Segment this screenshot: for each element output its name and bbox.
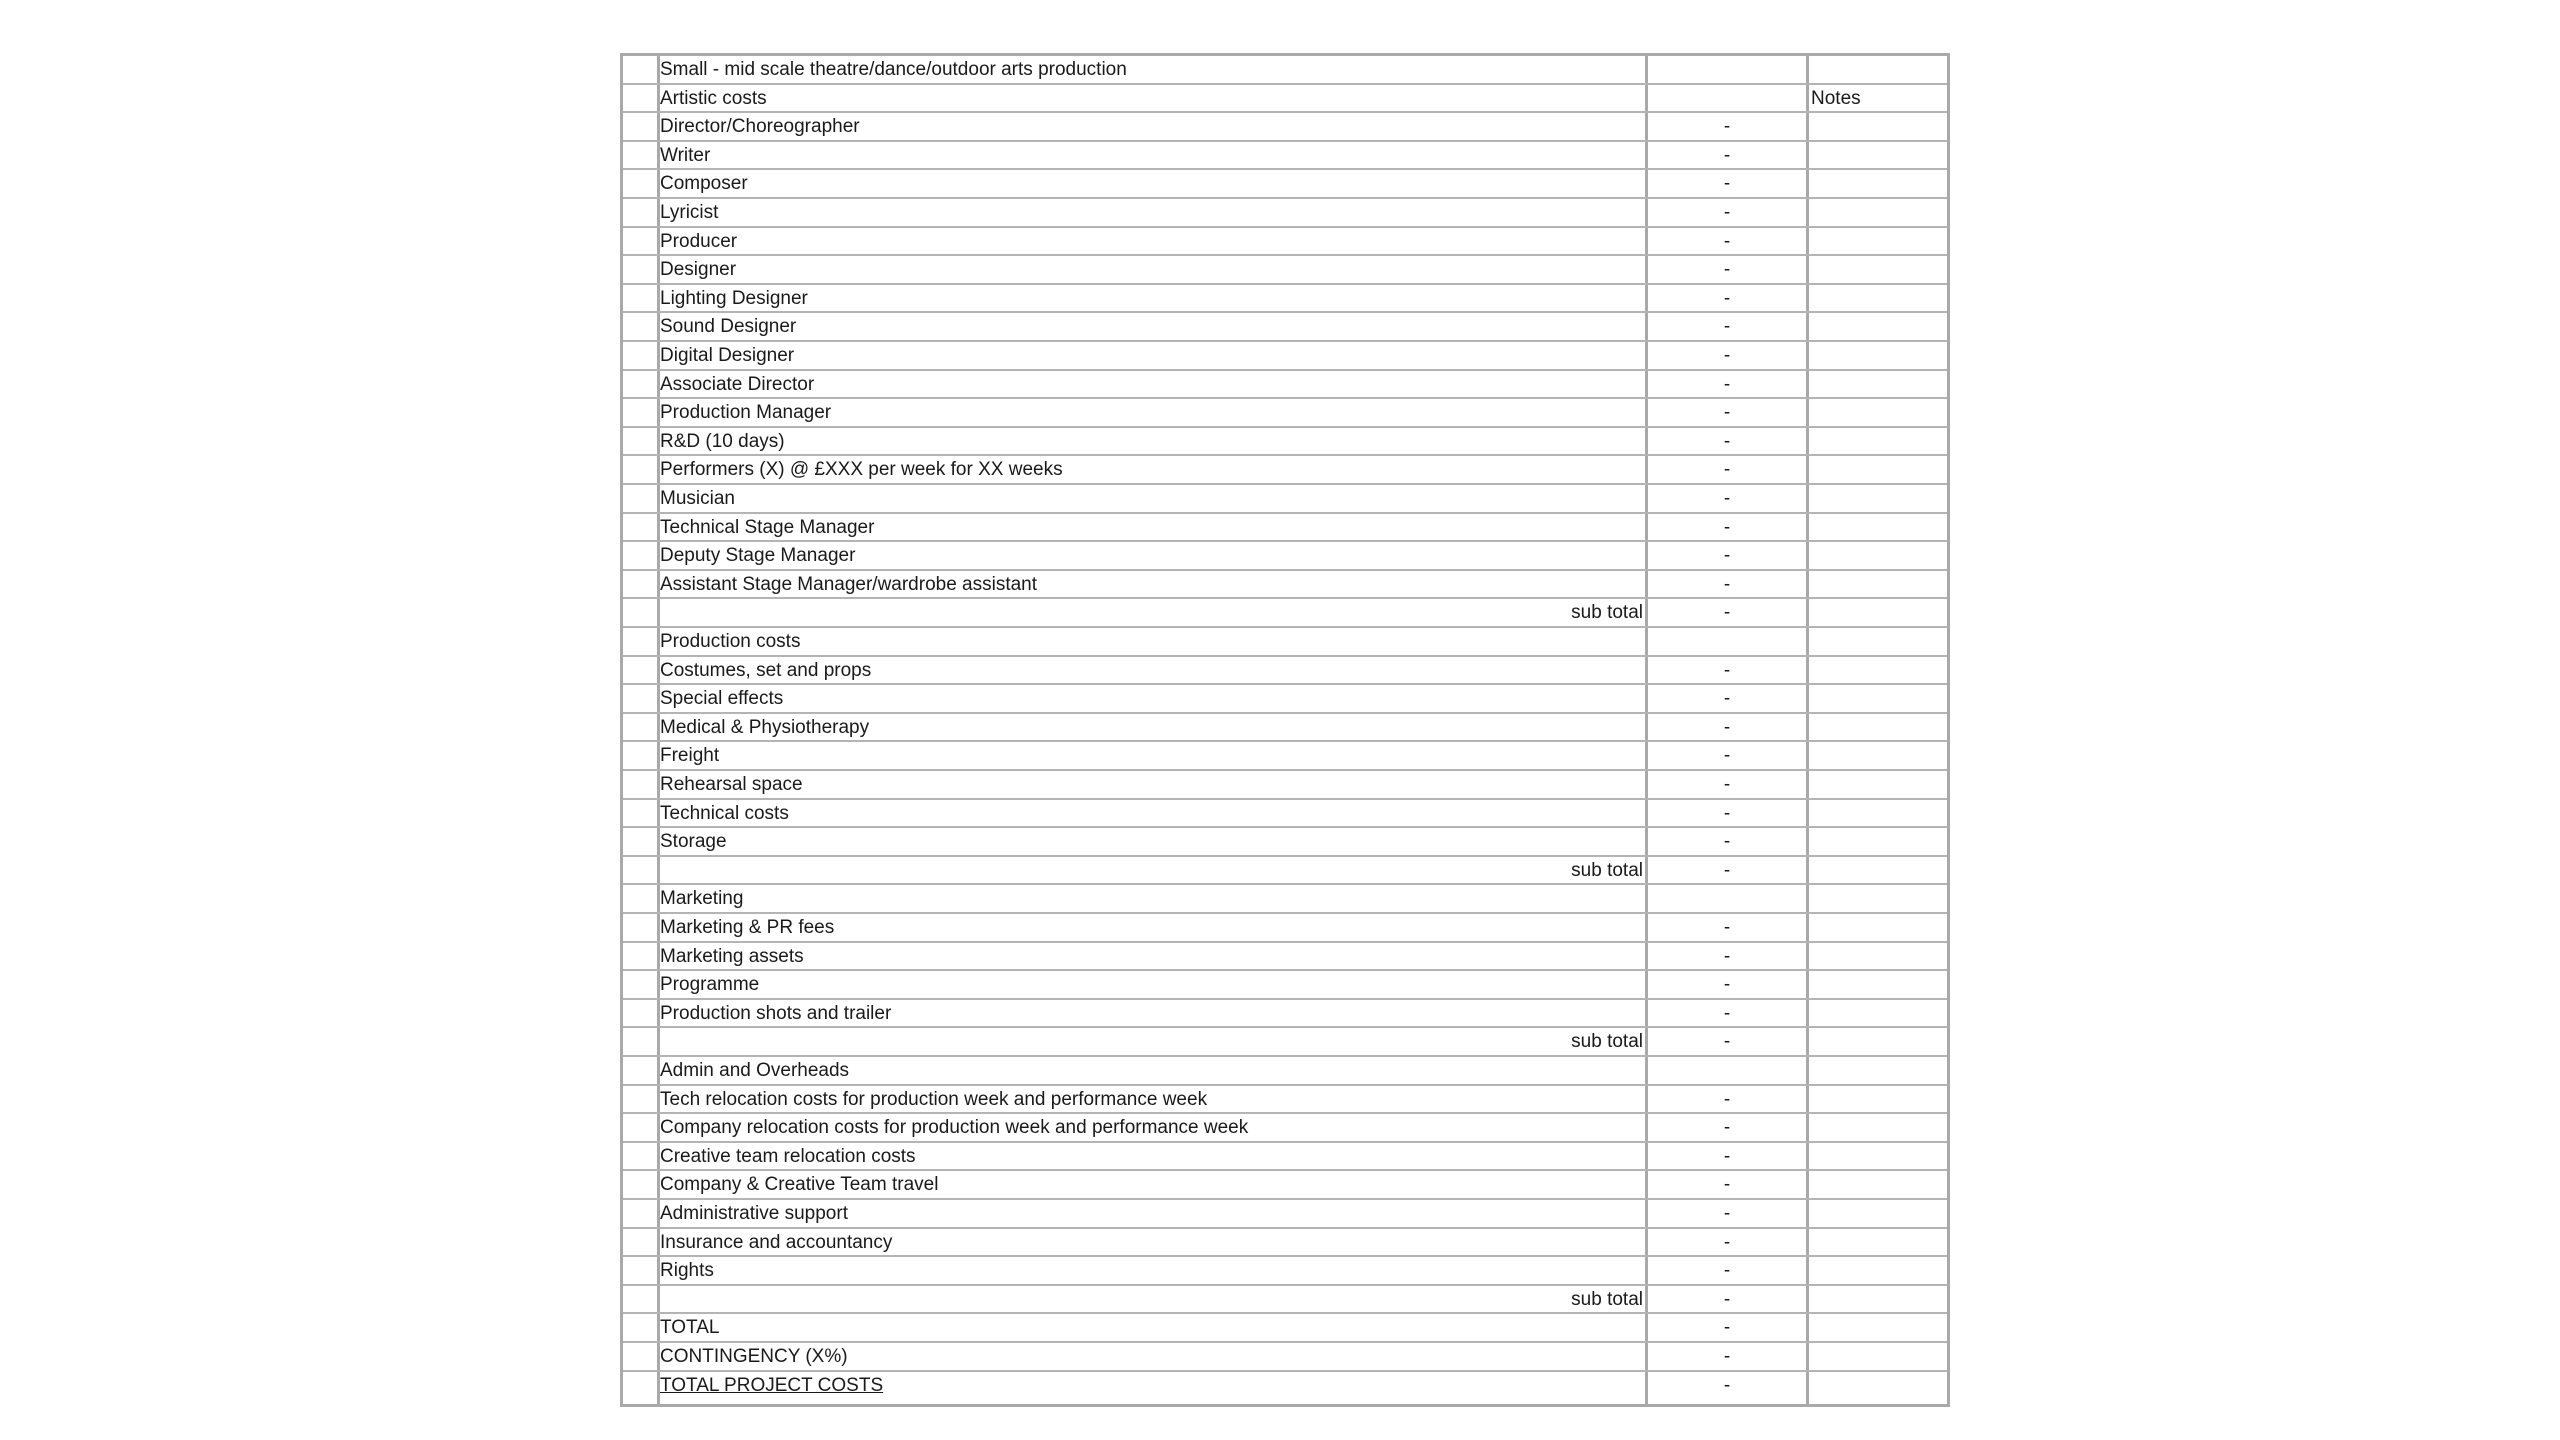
- table-row[interactable]: [623, 1343, 1947, 1372]
- row-notes-cell[interactable]: [1809, 828, 1947, 855]
- row-label-cell[interactable]: [660, 85, 1645, 112]
- table-row[interactable]: [623, 1028, 1947, 1057]
- row-notes-cell[interactable]: [1809, 142, 1947, 169]
- row-label: Insurance and accountancy: [660, 1231, 893, 1253]
- row-label-cell[interactable]: [660, 399, 1645, 426]
- row-value-cell[interactable]: -: [1723, 402, 1731, 424]
- row-notes-cell[interactable]: [1809, 456, 1947, 483]
- row-value-cell[interactable]: -: [1723, 345, 1731, 366]
- table-row[interactable]: [623, 857, 1947, 886]
- row-label-cell[interactable]: [660, 1114, 1645, 1141]
- row-notes-cell[interactable]: [1809, 714, 1947, 741]
- row-value-cell[interactable]: -: [1723, 1117, 1731, 1139]
- row-label: R&D (10 days): [660, 430, 785, 452]
- row-label: CONTINGENCY (X%): [660, 1346, 848, 1367]
- row-value-cell[interactable]: -: [1723, 573, 1731, 595]
- row-label: Designer: [660, 259, 737, 281]
- row-value-cell[interactable]: -: [1723, 488, 1731, 509]
- row-notes-cell[interactable]: [1809, 1200, 1947, 1227]
- table-row[interactable]: [623, 914, 1947, 943]
- row-label: Freight: [660, 745, 720, 767]
- row-notes-cell[interactable]: [1809, 1372, 1947, 1401]
- row-label-cell[interactable]: [660, 1343, 1645, 1370]
- row-value-cell[interactable]: [1648, 56, 1806, 83]
- row-notes-cell[interactable]: [1809, 1086, 1947, 1113]
- row-value-cell[interactable]: -: [1723, 859, 1731, 881]
- row-value-cell[interactable]: -: [1723, 1260, 1731, 1282]
- row-label-cell[interactable]: [660, 170, 1645, 197]
- row-label: Digital Designer: [660, 345, 795, 366]
- row-label: sub total: [1571, 602, 1643, 624]
- row-label-cell[interactable]: [660, 1171, 1645, 1198]
- row-label-cell[interactable]: [660, 571, 1645, 598]
- row-notes-cell[interactable]: [1809, 113, 1947, 140]
- row-value-cell[interactable]: -: [1723, 774, 1731, 795]
- table-row[interactable]: [623, 170, 1947, 199]
- row-label: Marketing assets: [660, 945, 804, 967]
- row-label-cell[interactable]: [660, 514, 1645, 541]
- table-row[interactable]: [623, 313, 1947, 342]
- table-row[interactable]: [623, 342, 1947, 371]
- row-label-cell[interactable]: [660, 1372, 1645, 1401]
- row-label: Technical Stage Manager: [660, 516, 875, 538]
- table-row[interactable]: [623, 1314, 1947, 1343]
- row-label: sub total: [1571, 1031, 1643, 1053]
- row-value-cell[interactable]: -: [1723, 688, 1731, 710]
- row-label-cell[interactable]: [660, 657, 1645, 684]
- row-value-cell[interactable]: [1648, 85, 1806, 112]
- row-label-cell[interactable]: [660, 714, 1645, 741]
- row-notes-cell[interactable]: [1809, 1229, 1947, 1256]
- row-label: Company relocation costs for production week and performance week: [660, 1117, 1249, 1139]
- row-value-cell[interactable]: -: [1723, 716, 1731, 738]
- row-notes-cell[interactable]: [1809, 1114, 1947, 1141]
- row-notes-cell[interactable]: [1809, 742, 1947, 769]
- row-label-cell[interactable]: [660, 371, 1645, 398]
- row-value-cell[interactable]: [1648, 1057, 1806, 1084]
- table-row[interactable]: [623, 142, 1947, 171]
- table-row[interactable]: [623, 628, 1947, 657]
- row-notes-cell[interactable]: [1809, 342, 1947, 369]
- row-value-cell[interactable]: -: [1723, 316, 1731, 338]
- table-row[interactable]: [623, 1372, 1947, 1401]
- row-label-cell[interactable]: [660, 1200, 1645, 1227]
- table-row[interactable]: [623, 742, 1947, 771]
- row-label-cell[interactable]: [660, 742, 1645, 769]
- row-notes-cell[interactable]: [1809, 628, 1947, 655]
- row-notes-cell[interactable]: [1809, 1343, 1947, 1370]
- row-notes-cell[interactable]: [1809, 371, 1947, 398]
- row-label: Programme: [660, 974, 760, 996]
- row-value-cell[interactable]: -: [1723, 202, 1731, 223]
- row-label-cell[interactable]: [660, 628, 1645, 655]
- row-notes-cell[interactable]: [1809, 1286, 1947, 1313]
- row-label-cell[interactable]: [660, 542, 1645, 569]
- row-value-cell[interactable]: -: [1723, 144, 1731, 166]
- row-value-cell[interactable]: -: [1723, 802, 1731, 824]
- row-notes-cell[interactable]: [1809, 56, 1947, 83]
- row-value-cell[interactable]: -: [1723, 173, 1731, 195]
- table-row[interactable]: [623, 56, 1947, 85]
- row-label: Production shots and trailer: [660, 1002, 892, 1024]
- row-label-cell[interactable]: [660, 1143, 1645, 1170]
- row-label-cell[interactable]: [660, 1286, 1645, 1313]
- table-row[interactable]: [623, 285, 1947, 314]
- row-notes-cell[interactable]: [1809, 771, 1947, 798]
- row-value-cell[interactable]: -: [1723, 745, 1731, 767]
- row-value-cell[interactable]: -: [1723, 287, 1731, 309]
- row-label-cell[interactable]: [660, 285, 1645, 312]
- row-label: Sound Designer: [660, 316, 797, 338]
- row-label-cell[interactable]: [660, 685, 1645, 712]
- table-row[interactable]: [623, 199, 1947, 228]
- row-label-cell[interactable]: [660, 428, 1645, 455]
- table-row[interactable]: [623, 685, 1947, 714]
- row-label-cell[interactable]: [660, 456, 1645, 483]
- table-row[interactable]: [623, 428, 1947, 457]
- table-row[interactable]: [623, 800, 1947, 829]
- row-value-cell[interactable]: -: [1723, 430, 1731, 452]
- row-value-cell[interactable]: -: [1723, 659, 1731, 681]
- row-label-cell[interactable]: [660, 1028, 1645, 1055]
- row-label: Director/Choreographer: [660, 116, 860, 138]
- row-label-cell[interactable]: [660, 1086, 1645, 1113]
- row-value-cell[interactable]: -: [1723, 1374, 1731, 1396]
- row-notes-cell[interactable]: [1809, 857, 1947, 884]
- row-label: Rights: [660, 1260, 714, 1282]
- row-value-cell[interactable]: -: [1723, 230, 1731, 252]
- table-row[interactable]: [623, 971, 1947, 1000]
- row-label-cell[interactable]: [660, 1257, 1645, 1284]
- table-row[interactable]: [623, 1057, 1947, 1086]
- row-label-cell[interactable]: [660, 1229, 1645, 1256]
- table-row[interactable]: [623, 657, 1947, 686]
- row-label: Storage: [660, 831, 727, 853]
- table-row[interactable]: [623, 1114, 1947, 1143]
- table-row[interactable]: [623, 599, 1947, 628]
- row-notes-cell[interactable]: [1809, 1028, 1947, 1055]
- row-value-cell[interactable]: [1648, 628, 1806, 655]
- row-notes-cell[interactable]: [1809, 170, 1947, 197]
- row-value-cell[interactable]: -: [1723, 1002, 1731, 1024]
- row-notes-cell[interactable]: [1809, 971, 1947, 998]
- row-label: Assistant Stage Manager/wardrobe assistant: [660, 573, 1038, 595]
- row-label: Musician: [660, 488, 735, 509]
- row-label: Marketing: [660, 888, 744, 910]
- row-notes-cell[interactable]: [1809, 514, 1947, 541]
- row-value-cell[interactable]: -: [1723, 259, 1731, 281]
- row-label: Rehearsal space: [660, 774, 803, 795]
- row-value-cell[interactable]: -: [1723, 1346, 1731, 1367]
- table-row[interactable]: [623, 542, 1947, 571]
- row-notes-cell[interactable]: [1809, 685, 1947, 712]
- row-label-cell[interactable]: [660, 228, 1645, 255]
- row-value-cell[interactable]: -: [1723, 1174, 1731, 1196]
- row-label-cell[interactable]: [660, 914, 1645, 941]
- row-value-cell[interactable]: -: [1723, 945, 1731, 967]
- row-label: sub total: [1571, 859, 1643, 881]
- row-notes-cell[interactable]: [1809, 1171, 1947, 1198]
- row-notes-cell[interactable]: [1809, 285, 1947, 312]
- row-label-cell[interactable]: [660, 971, 1645, 998]
- row-notes-cell[interactable]: [1809, 943, 1947, 970]
- row-notes-cell[interactable]: [1809, 313, 1947, 340]
- row-value-cell[interactable]: -: [1723, 545, 1731, 567]
- row-label-cell[interactable]: [660, 599, 1645, 626]
- row-notes-cell[interactable]: [1809, 914, 1947, 941]
- row-value-cell[interactable]: -: [1723, 1088, 1731, 1110]
- row-value-cell[interactable]: -: [1723, 1231, 1731, 1253]
- row-label-cell[interactable]: [660, 142, 1645, 169]
- row-value-cell[interactable]: -: [1723, 602, 1731, 624]
- row-notes-cell[interactable]: [1809, 485, 1947, 512]
- row-value-cell[interactable]: -: [1723, 1145, 1731, 1167]
- row-label: Lyricist: [660, 202, 719, 223]
- row-label-cell[interactable]: [660, 885, 1645, 912]
- table-row[interactable]: [623, 828, 1947, 857]
- row-label-cell[interactable]: [660, 199, 1645, 226]
- row-label-cell[interactable]: [660, 256, 1645, 283]
- table-row[interactable]: [623, 256, 1947, 285]
- row-notes-cell[interactable]: [1809, 228, 1947, 255]
- table-row[interactable]: [623, 85, 1947, 114]
- table-row[interactable]: [623, 113, 1947, 142]
- row-value-cell[interactable]: -: [1723, 116, 1731, 138]
- row-notes-cell[interactable]: [1809, 571, 1947, 598]
- row-notes-cell[interactable]: [1809, 800, 1947, 827]
- row-notes-cell[interactable]: [1809, 199, 1947, 226]
- row-label: Artistic costs: [660, 87, 767, 109]
- row-notes-cell[interactable]: [1809, 1000, 1947, 1027]
- table-row[interactable]: [623, 571, 1947, 600]
- row-value-cell[interactable]: -: [1723, 516, 1731, 538]
- row-value-cell[interactable]: -: [1723, 974, 1731, 996]
- row-label: Creative team relocation costs: [660, 1145, 916, 1167]
- row-label: TOTAL: [660, 1317, 720, 1339]
- row-label-cell[interactable]: [660, 313, 1645, 340]
- row-label: Costumes, set and props: [660, 659, 872, 681]
- table-row[interactable]: [623, 1000, 1947, 1029]
- row-label: Technical costs: [660, 802, 789, 824]
- table-row[interactable]: [623, 1286, 1947, 1315]
- table-row[interactable]: [623, 228, 1947, 257]
- table-row[interactable]: [623, 456, 1947, 485]
- table-row[interactable]: [623, 943, 1947, 972]
- row-notes-cell[interactable]: [1809, 399, 1947, 426]
- row-value-cell[interactable]: -: [1723, 459, 1731, 481]
- table-row[interactable]: [623, 1143, 1947, 1172]
- row-notes-cell[interactable]: [1809, 542, 1947, 569]
- row-label: Medical & Physiotherapy: [660, 716, 870, 738]
- row-value-cell[interactable]: -: [1723, 1288, 1731, 1310]
- row-label: Production Manager: [660, 402, 832, 424]
- row-label-cell[interactable]: [660, 485, 1645, 512]
- row-notes-cell[interactable]: [1809, 256, 1947, 283]
- row-notes-cell[interactable]: [1809, 1257, 1947, 1284]
- row-label-cell[interactable]: [660, 857, 1645, 884]
- row-value-cell[interactable]: -: [1723, 831, 1731, 853]
- table-row[interactable]: [623, 1171, 1947, 1200]
- row-label: TOTAL PROJECT COSTS: [660, 1374, 884, 1396]
- row-label: Lighting Designer: [660, 287, 808, 309]
- row-label-cell[interactable]: [660, 800, 1645, 827]
- row-label: Deputy Stage Manager: [660, 545, 856, 567]
- table-row[interactable]: [623, 714, 1947, 743]
- row-label: Company & Creative Team travel: [660, 1174, 939, 1196]
- row-label: Administrative support: [660, 1203, 848, 1224]
- row-notes-cell[interactable]: [1809, 599, 1947, 626]
- row-notes-cell[interactable]: [1809, 1143, 1947, 1170]
- table-row[interactable]: [623, 885, 1947, 914]
- table-row[interactable]: [623, 399, 1947, 428]
- row-label: Special effects: [660, 688, 784, 710]
- row-value-cell[interactable]: -: [1723, 1203, 1731, 1224]
- row-label-cell[interactable]: [660, 113, 1645, 140]
- row-label: Tech relocation costs for production week and performance week: [660, 1088, 1208, 1110]
- budget-table: [620, 53, 1950, 1407]
- row-value-cell[interactable]: [1648, 885, 1806, 912]
- row-label: Small - mid scale theatre/dance/outdoor arts production: [660, 59, 1127, 80]
- row-label-cell[interactable]: [660, 1314, 1645, 1341]
- row-label-cell[interactable]: [660, 943, 1645, 970]
- row-notes-cell[interactable]: [1809, 1057, 1947, 1084]
- table-row[interactable]: [623, 371, 1947, 400]
- row-notes-cell[interactable]: [1809, 1314, 1947, 1341]
- table-row[interactable]: [623, 1257, 1947, 1286]
- row-value-cell[interactable]: -: [1723, 1031, 1731, 1053]
- table-row[interactable]: [623, 485, 1947, 514]
- row-label-cell[interactable]: [660, 828, 1645, 855]
- row-label: Writer: [660, 144, 711, 166]
- row-value-cell[interactable]: -: [1723, 373, 1731, 395]
- row-label: Production costs: [660, 631, 801, 652]
- row-label-cell[interactable]: [660, 342, 1645, 369]
- table-row[interactable]: [623, 771, 1947, 800]
- row-label-cell[interactable]: [660, 1057, 1645, 1084]
- row-notes-cell[interactable]: Notes: [1811, 87, 1861, 109]
- row-label: Admin and Overheads: [660, 1060, 850, 1081]
- row-label-cell[interactable]: [660, 56, 1645, 83]
- row-value-cell[interactable]: -: [1723, 1317, 1731, 1339]
- table-row[interactable]: [623, 514, 1947, 543]
- row-notes-cell[interactable]: [1809, 657, 1947, 684]
- row-label: Performers (X) @ £XXX per week for XX weeks: [660, 459, 1063, 481]
- table-row[interactable]: [623, 1200, 1947, 1229]
- row-value-cell[interactable]: -: [1723, 917, 1731, 938]
- row-label: Marketing & PR fees: [660, 917, 835, 938]
- row-label: Producer: [660, 230, 738, 252]
- row-notes-cell[interactable]: [1809, 885, 1947, 912]
- row-label-cell[interactable]: [660, 771, 1645, 798]
- table-row[interactable]: [623, 1086, 1947, 1115]
- row-label-cell[interactable]: [660, 1000, 1645, 1027]
- row-label: Composer: [660, 173, 748, 195]
- table-row[interactable]: [623, 1229, 1947, 1258]
- row-label: Associate Director: [660, 373, 815, 395]
- row-label: sub total: [1571, 1288, 1643, 1310]
- row-notes-cell[interactable]: [1809, 428, 1947, 455]
